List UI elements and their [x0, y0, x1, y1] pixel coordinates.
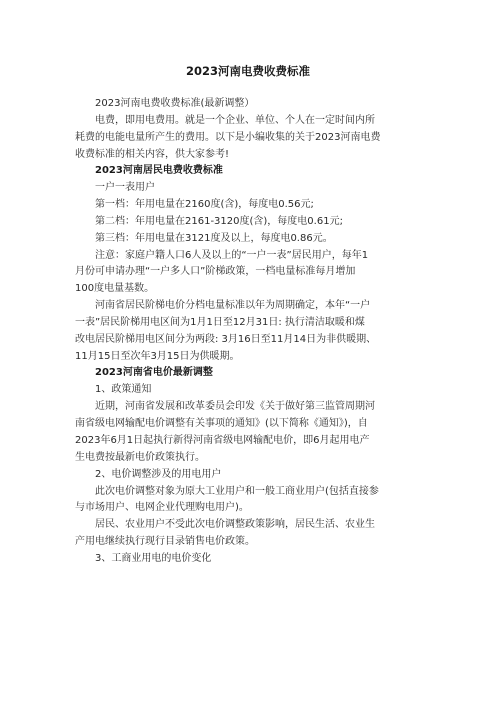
paragraph-line: 收费标准的相关内容，供大家参考!	[75, 149, 230, 160]
paragraph-line: 产用电继续执行现行目录销售电价政策。	[75, 536, 255, 547]
document-title: 2023河南电费收费标准	[185, 64, 310, 78]
paragraph-line: 11月15日至次年3月15日为供暖期。	[75, 351, 240, 362]
paragraph-line: 电费，即用电费用。就是一个企业、单位、个人在一定时间内所	[95, 115, 375, 126]
paragraph-line: 月份可申请办理“一户多人口”阶梯政策，一档电量标准每月增加	[75, 266, 356, 277]
subtitle-line: 2023河南电费收费标准(最新调整）	[95, 98, 255, 109]
paragraph-line: 3、工商业用电的电价变化	[95, 553, 212, 564]
section-heading: 2023河南省电价最新调整	[95, 367, 213, 378]
paragraph-line: 一户一表用户	[95, 182, 155, 193]
section-heading: 2023河南居民电费收费标准	[95, 165, 223, 176]
paragraph-line: 生电费按最新电价政策执行。	[75, 452, 205, 463]
paragraph-line: 第三档：年用电量在3121度及以上，每度电0.86元。	[95, 233, 333, 244]
paragraph-line: 近期，河南省发展和改革委员会印发《关于做好第三监管周期河	[95, 401, 375, 412]
paragraph-line: 南省级电网输配电价调整有关事项的通知》(以下简称《通知》)，自	[75, 418, 368, 429]
paragraph-line: 一表”居民阶梯用电区间为1月1日至12月31日: 执行清洁取暖和煤	[75, 317, 365, 328]
paragraph-line: 100度电量基数。	[75, 283, 155, 294]
paragraph-line: 居民、农业用户不受此次电价调整政策影响，居民生活、农业生	[95, 519, 375, 530]
paragraph-line: 第一档：年用电量在2160度(含)，每度电0.56元;	[95, 199, 314, 210]
paragraph-line: 耗费的电能电量所产生的费用。以下是小编收集的关于2023河南电费	[75, 132, 381, 143]
paragraph-line: 2、电价调整涉及的用电用户	[95, 469, 222, 480]
paragraph-line: 2023年6月1日起执行新得河南省级电网输配电价，即6月起用电产	[75, 435, 370, 446]
paragraph-line: 河南省居民阶梯电价分档电量标准以年为周期确定，本年“一户	[95, 300, 371, 311]
paragraph-line: 此次电价调整对象为原大工业用户和一般工商业用户(包括直接参	[95, 486, 379, 497]
paragraph-line: 改电居民阶梯用电区间分为两段: 3月16日至11月14日为非供暖期、	[75, 334, 377, 345]
paragraph-line: 第二档：年用电量在2161-3120度(含)，每度电0.61元;	[95, 216, 343, 227]
paragraph-line: 1、政策通知	[95, 384, 152, 395]
paragraph-line: 注意：家庭户籍人口6人及以上的“一户一表”居民用户，每年1	[95, 250, 369, 261]
paragraph-line: 与市场用户、电网企业代理购电用户)。	[75, 502, 249, 513]
